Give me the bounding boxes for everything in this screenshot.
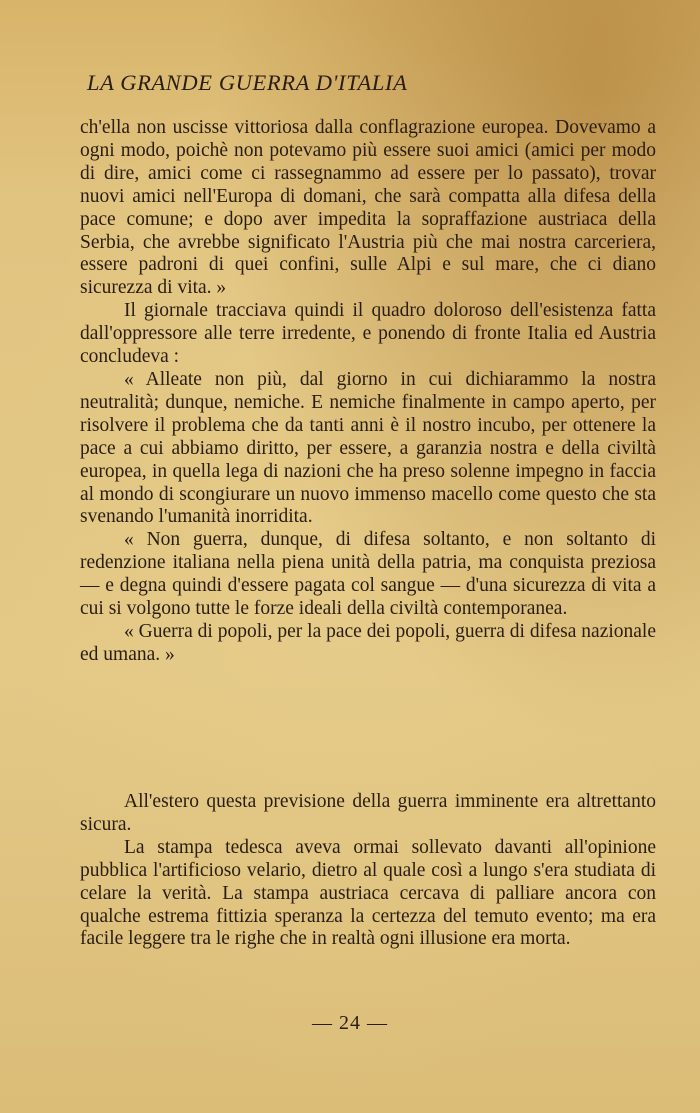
paragraph-quote: « Guerra di popoli, per la pace dei popoli, guerra di difesa nazionale ed umana. » [80, 620, 656, 665]
text-block-section [80, 791, 656, 951]
paragraph-continuation: ch'ella non uscisse vittoriosa dalla conflagrazione europea. Dovevamo a ogni modo, poichè non potevamo più essere suoi amici (amici per modo di dire, amici come ci rassegnammo ad essere per lo passato), trovar nuovi amici nell'Europa di domani, che sarà compatta alla difesa della pace comune; e dopo aver impedita la sopraffazione austriaca della Serbia, che avrebbe significato l'Austria più che mai nostra carceriera, essere padroni di quei confini, sulle Alpi e sul mare, che ci diano sicurezza di vita. » [80, 117, 656, 299]
paragraph: All'estero questa previsione della guerra imminente era altrettanto sicura. [80, 791, 656, 835]
text-block-main [80, 117, 656, 667]
paragraph-quote: « Non guerra, dunque, di difesa soltanto, e non soltanto di redenzione italiana nella piena unità della patria, ma conquista preziosa — e degna quindi d'essere pagata col sangue — d'una sicurezza di vita a cui si volgono tutte le forze ideali della civiltà contemporanea. [80, 529, 656, 620]
running-title: LA GRANDE GUERRA D'ITALIA [87, 70, 408, 95]
paragraph-quote: « Alleate non più, dal giorno in cui dichiarammo la nostra neutralità; dunque, nemiche. E nemiche finalmente in campo aperto, per risolvere il problema che da tanti anni è il nostro incubo, per ottenere la pace a cui abbiamo diritto, per essere, a garanzia nostra e della civiltà europea, in quella lega di nazioni che ha preso solenne impegno in faccia al mondo di scongiurare un nuovo immenso macello come questo che sta svenando l'umanità inorridita. [80, 368, 656, 528]
paragraph: Il giornale tracciava quindi il quadro doloroso dell'esistenza fatta dall'oppressore alle terre irredente, e ponendo di fronte Italia ed Austria concludeva : [80, 300, 656, 368]
paragraph: La stampa tedesca aveva ormai sollevato davanti all'opinione pubblica l'artificioso velario, dietro al quale così a lungo s'era studiata di celare la verità. La stampa austriaca cercava di palliare ancora con qualche estrema fittizia speranza la certezza del temuto evento; ma era facile leggere tra le righe che in realtà ogni illusione era morta. [80, 836, 656, 950]
page-number: — 24 — [312, 1012, 388, 1034]
